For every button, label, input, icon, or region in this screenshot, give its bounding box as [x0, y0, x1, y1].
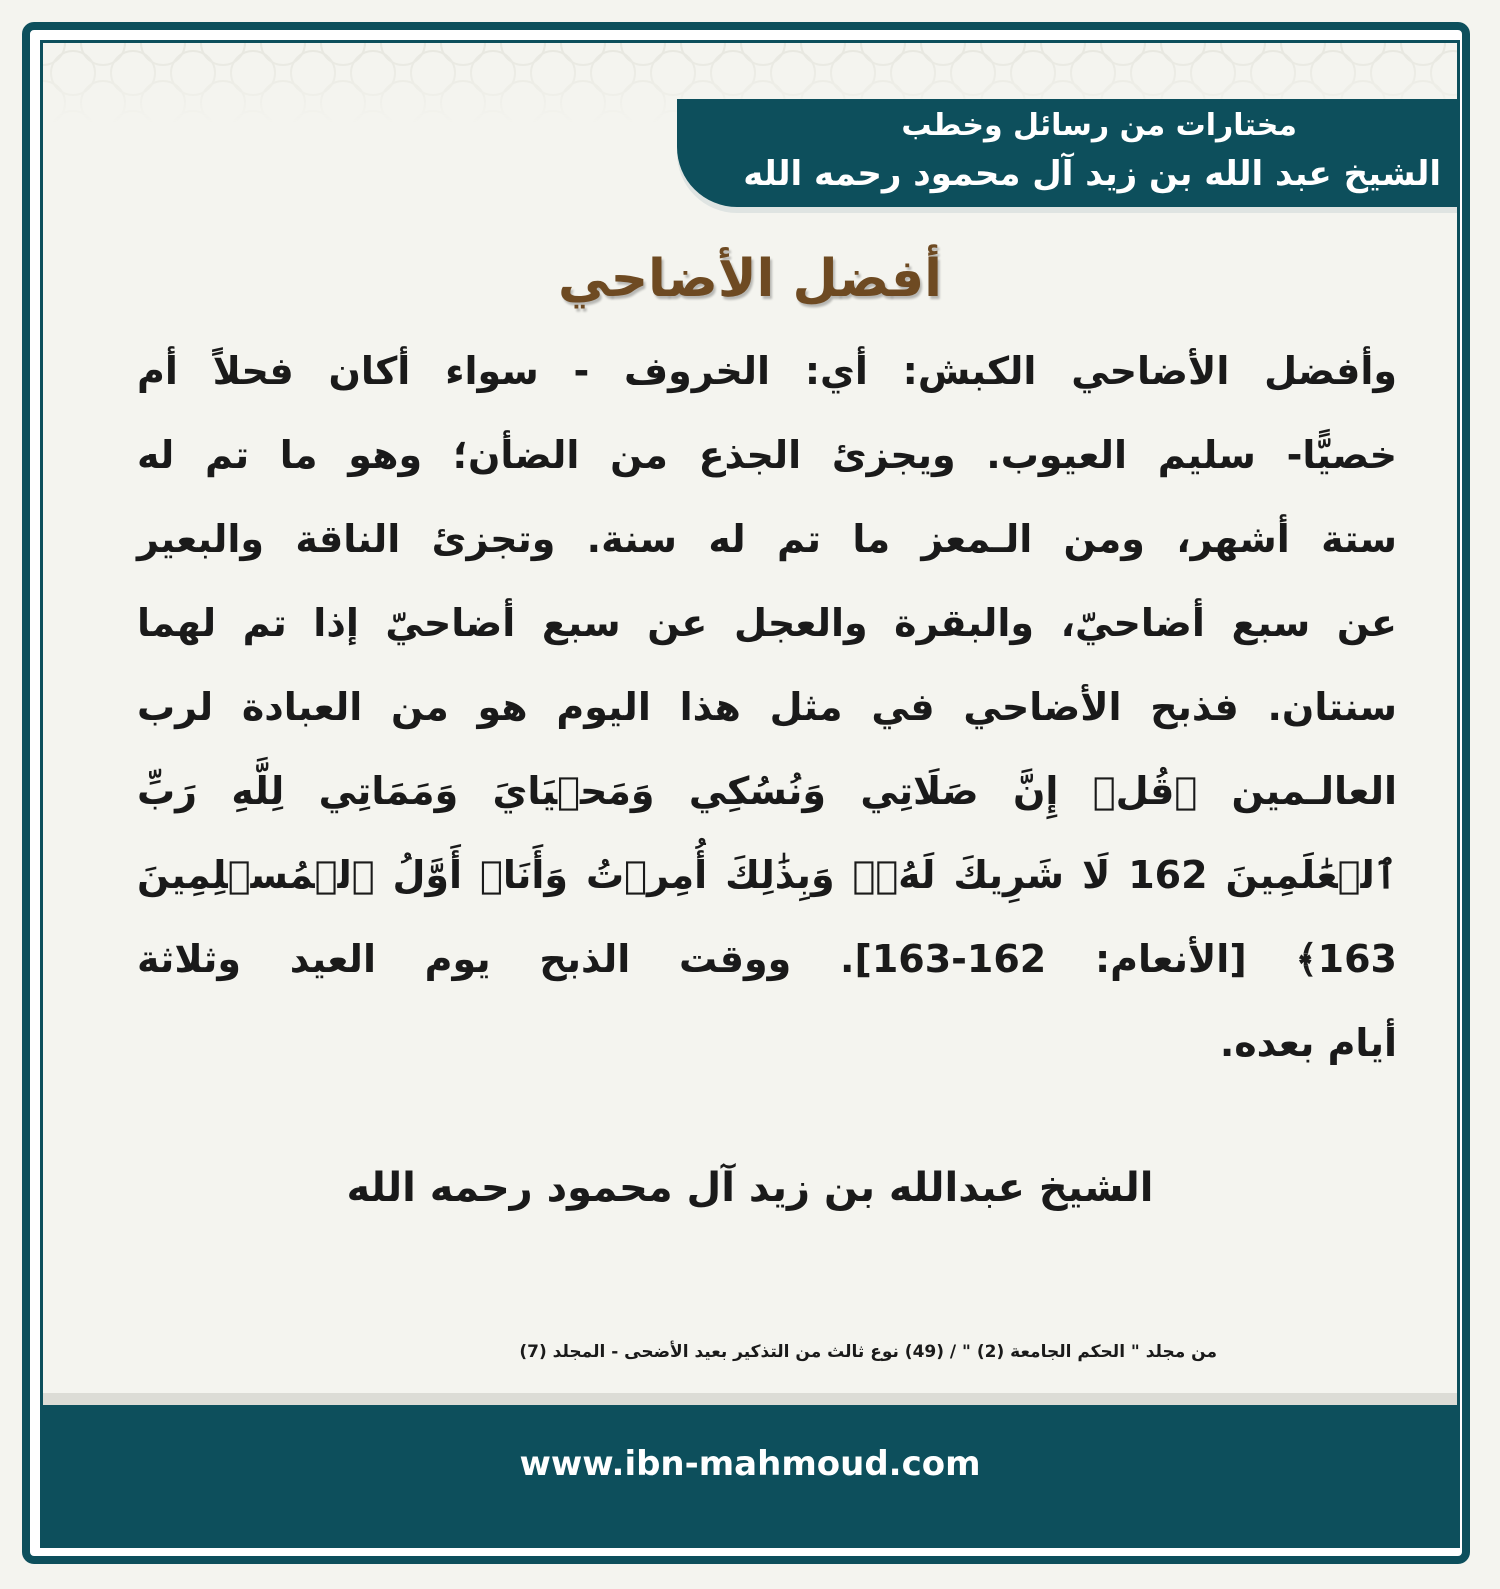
body-line: ٱلۡعَٰلَمِينَ 162 لَا شَرِيكَ لَهُۥۖ وَبِذَٰلِكَ أُمِرۡتُ وَأَنَا۠ أَوَّلُ ٱلۡمُسۡلِمِينَ — [137, 853, 1397, 897]
header-series-title: مختارات من رسائل وخطب — [901, 108, 1297, 143]
body-line: وأفضل الأضاحي الكبش: أي: الخروف - سواء أكان فحلاً أم — [137, 349, 1397, 393]
author-signature: الشيخ عبدالله بن زيد آل محمود رحمه الله — [346, 1165, 1154, 1211]
body-line: العالـمين ﴿قُلۡ إِنَّ صَلَاتِي وَنُسُكِي وَمَحۡيَايَ وَمَمَاتِي لِلَّهِ رَبِّ — [137, 769, 1397, 813]
footer-bar — [43, 1405, 1457, 1548]
page-title: أفضل الأضاحي — [557, 249, 943, 309]
body-line: خصيًّا- سليم العيوب. ويجزئ الجذع من الضأن؛ وهو ما تم له — [137, 433, 1397, 477]
footer-divider — [43, 1393, 1457, 1405]
body-line: سنتان. فذبح الأضاحي في مثل هذا اليوم هو من العبادة لرب — [137, 685, 1397, 729]
body-line: عن سبع أضاحيّ، والبقرة والعجل عن سبع أضاحيّ إذا تم لهما — [137, 601, 1397, 645]
website-link[interactable]: www.ibn-mahmoud.com — [519, 1444, 981, 1484]
header-author-name: الشيخ عبد الله بن زيد آل محمود رحمه الله — [743, 154, 1441, 194]
body-line: أيام بعده. — [1219, 1021, 1397, 1065]
header-ribbon — [677, 99, 1457, 207]
source-citation: من مجلد " الحكم الجامعة (2) " / (49) نوع ثالث من التذكير بعيد الأضحى - المجلد (7) — [519, 1342, 1217, 1362]
card — [40, 40, 1460, 1548]
body-line: 163﴾ [الأنعام: 162-163]. ووقت الذبح يوم العيد وثلاثة — [137, 937, 1397, 981]
body-line: ستة أشهر، ومن الـمعز ما تم له سنة. وتجزئ الناقة والبعير — [137, 517, 1397, 561]
body-text — [137, 329, 1397, 1085]
